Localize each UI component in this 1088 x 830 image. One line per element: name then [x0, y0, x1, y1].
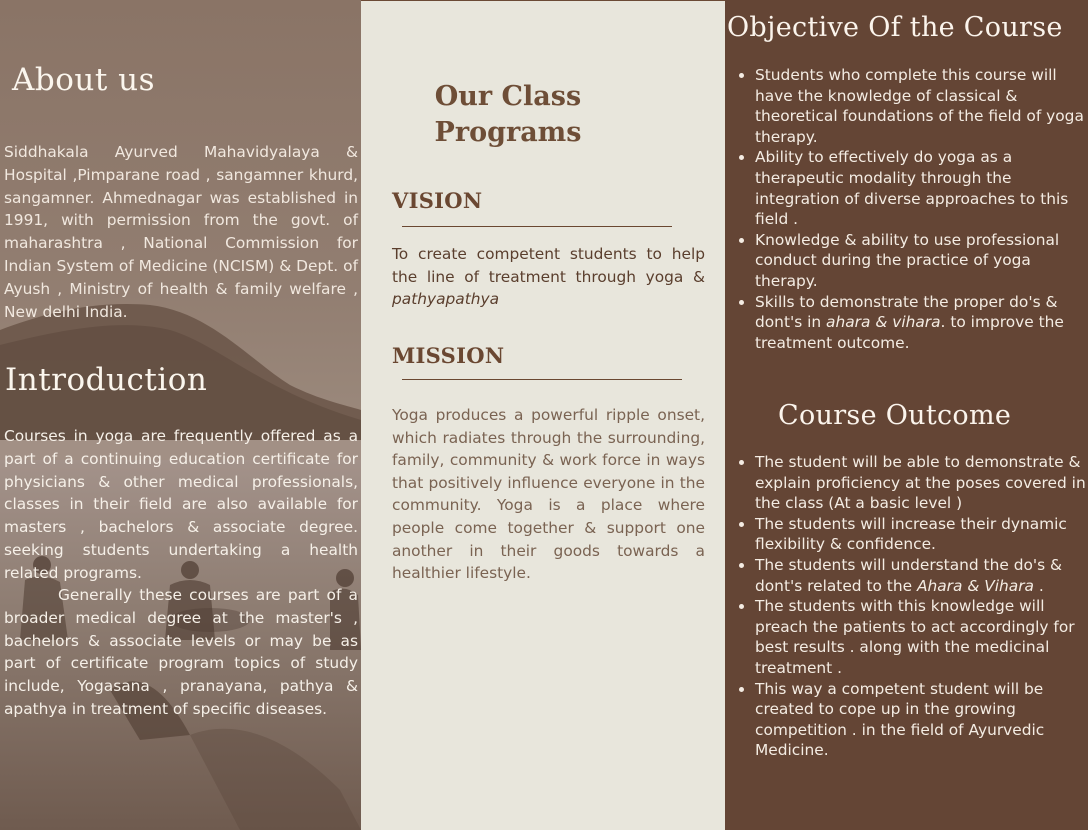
vision-heading: VISION — [392, 188, 483, 213]
list-item-italic: Ahara & Vihara — [916, 576, 1034, 595]
list-item-italic: ahara & vihara — [826, 313, 941, 332]
vision-divider — [402, 226, 672, 227]
about-us-text: Siddhakala Ayurved Mahavidyalaya & Hospital ,Pimparane road , sangamner khurd, sangamner. Ahmednagar was established in 1991, with permission from the govt. of maharashtra , National Commission for Indian System of Medicine (NCISM) & Dept. of Ayush , Ministry of health & family welfare , New delhi India. — [4, 143, 358, 321]
mission-text: Yoga produces a powerful ripple onset, which radiates through the surrounding, family, community & work force in ways that positively influence everyone in the community. Yoga is a place where people come together & support one another in their goods towards a healthier lifestyle. — [392, 406, 705, 583]
list-item: • The students will increase their dynamic flexibility & confidence. — [755, 514, 1087, 555]
vision-text — [392, 243, 705, 311]
list-item: • This way a competent student will be created to cope up in the growing competition . in the field of Ayurvedic Medicine. — [755, 679, 1087, 761]
list-item: • Ability to effectively do yoga as a therapeutic modality through the integration of diverse approaches to this field . — [755, 147, 1087, 229]
introduction-heading: Introduction — [5, 362, 208, 398]
list-item-text: . — [1033, 576, 1044, 595]
introduction-paragraph-1: Courses in yoga are frequently offered as a part of a continuing education certificate for physicians & other medical professionals, classes in their field are also available for masters , bachelors & associate degree. seeking students undertaking a health related programs. — [4, 427, 358, 582]
vision-text-main: To create competent students to help the line of treatment through yoga & — [392, 245, 705, 286]
programs-panel — [361, 0, 725, 830]
vision-text-italic: pathyapathya — [392, 290, 500, 308]
list-item — [755, 292, 1087, 354]
objective-list — [737, 65, 1087, 353]
list-item: • Knowledge & ability to use professional conduct during the practice of yoga therapy. — [755, 230, 1087, 292]
list-item: • The students with this knowledge will preach the patients to act accordingly for best results . along with the medicinal treatment . — [755, 596, 1087, 678]
course-panel — [725, 0, 1088, 830]
outcome-list — [737, 452, 1087, 761]
list-item: • Students who complete this course will have the knowledge of classical & theoretical foundations of the field of yoga therapy. — [755, 65, 1087, 147]
mission-heading: MISSION — [392, 343, 505, 368]
list-item-text: The students will understand the do's & dont's related to the — [755, 555, 1063, 595]
outcome-heading: Course Outcome — [778, 400, 1012, 431]
introduction-paragraph-2: Generally these courses are part of a broader medical degree at the master's , bachelors & associate levels or may be as part of certificate program topics of study include, Yogasana , pranayana, pathya & apathya in treatment of specific diseases. — [4, 586, 358, 718]
objective-heading: Objective Of the Course — [727, 12, 1063, 43]
list-item-text: Skills to demonstrate the proper do's & dont's in — [755, 292, 1058, 332]
list-item-text: . to improve the treatment outcome. — [755, 313, 1064, 352]
list-item: • The student will be able to demonstrate & explain proficiency at the poses covered in the class (At a basic level ) — [755, 452, 1087, 514]
programs-heading: Our Class Programs — [434, 81, 582, 148]
mission-divider — [402, 379, 682, 380]
about-panel — [0, 0, 361, 830]
list-item — [755, 555, 1087, 596]
about-us-heading: About us — [12, 62, 156, 98]
